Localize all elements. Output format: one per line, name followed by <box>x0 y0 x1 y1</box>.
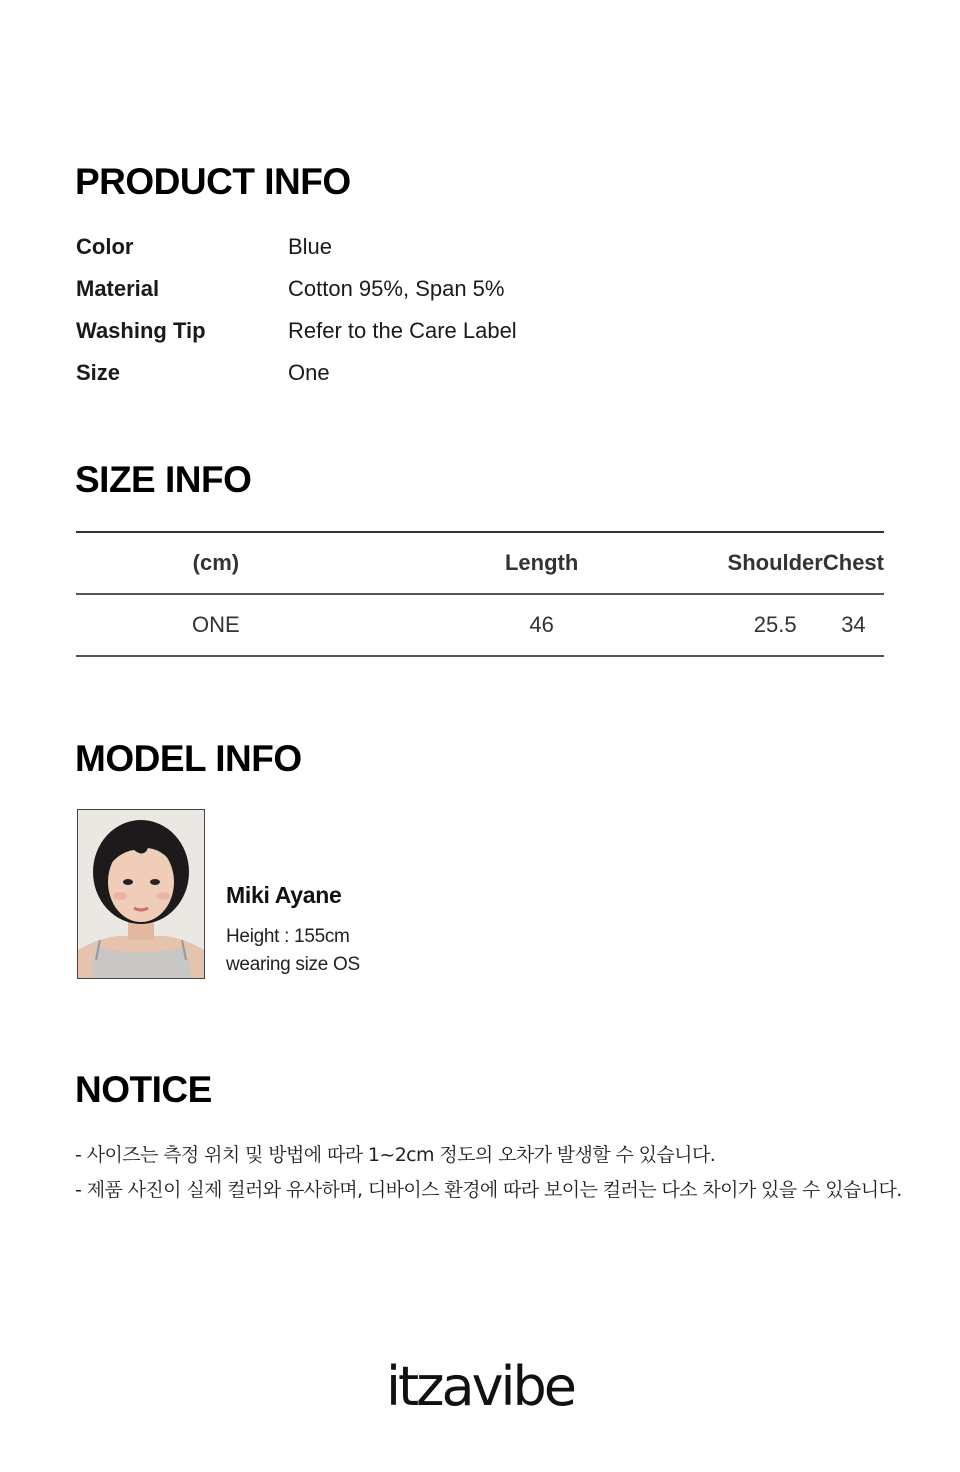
color-label: Color <box>76 234 134 259</box>
material-value: Cotton 95%, Span 5% <box>288 276 505 301</box>
product-info-row-size <box>76 352 676 394</box>
material-label: Material <box>76 276 160 301</box>
size-table-cell-length: 46 <box>529 612 554 637</box>
size-table-header-row <box>76 532 884 594</box>
notice-title: NOTICE <box>75 1069 212 1110</box>
model-info-title: MODEL INFO <box>75 738 302 779</box>
size-value: One <box>288 360 330 385</box>
product-info-row-color <box>76 226 676 268</box>
model-height: Height : 155cm <box>226 926 350 947</box>
model-wearing-size: wearing size OS <box>226 954 360 975</box>
size-table <box>76 531 884 657</box>
size-label: Size <box>76 360 121 385</box>
size-info-title: SIZE INFO <box>75 459 252 500</box>
size-table-header-shoulder: Shoulder <box>727 550 823 575</box>
product-info-row-washing-tip <box>76 310 676 352</box>
color-value: Blue <box>288 234 333 259</box>
size-table-header-chest: Chest <box>822 550 884 575</box>
model-name: Miki Ayane <box>226 882 342 908</box>
size-table-header-unit: (cm) <box>192 550 240 575</box>
table-row <box>76 594 884 656</box>
product-info-title: PRODUCT INFO <box>75 161 351 202</box>
size-table-cell-chest: 34 <box>841 612 866 637</box>
notice-line-1: - 사이즈는 측정 위치 및 방법에 따라 1~2cm 정도의 오차가 발생할 수 있습니다. <box>75 1144 716 1166</box>
size-table-cell-shoulder: 25.5 <box>753 612 797 637</box>
product-info-row-material <box>76 268 676 310</box>
model-portrait-illustration <box>78 810 204 978</box>
size-table-header-length: Length <box>504 550 579 575</box>
brand-logo: itzavibe <box>385 1355 575 1418</box>
product-info-list <box>76 226 676 394</box>
size-table-cell-size: ONE <box>192 612 240 637</box>
washing-tip-label: Washing Tip <box>76 318 206 343</box>
washing-tip-value: Refer to the Care Label <box>288 318 517 343</box>
model-photo <box>77 809 205 979</box>
notice-line-2: - 제품 사진이 실제 컬러와 유사하며, 디바이스 환경에 따라 보이는 컬러는 다소 차이가 있을 수 있습니다. <box>75 1179 902 1201</box>
